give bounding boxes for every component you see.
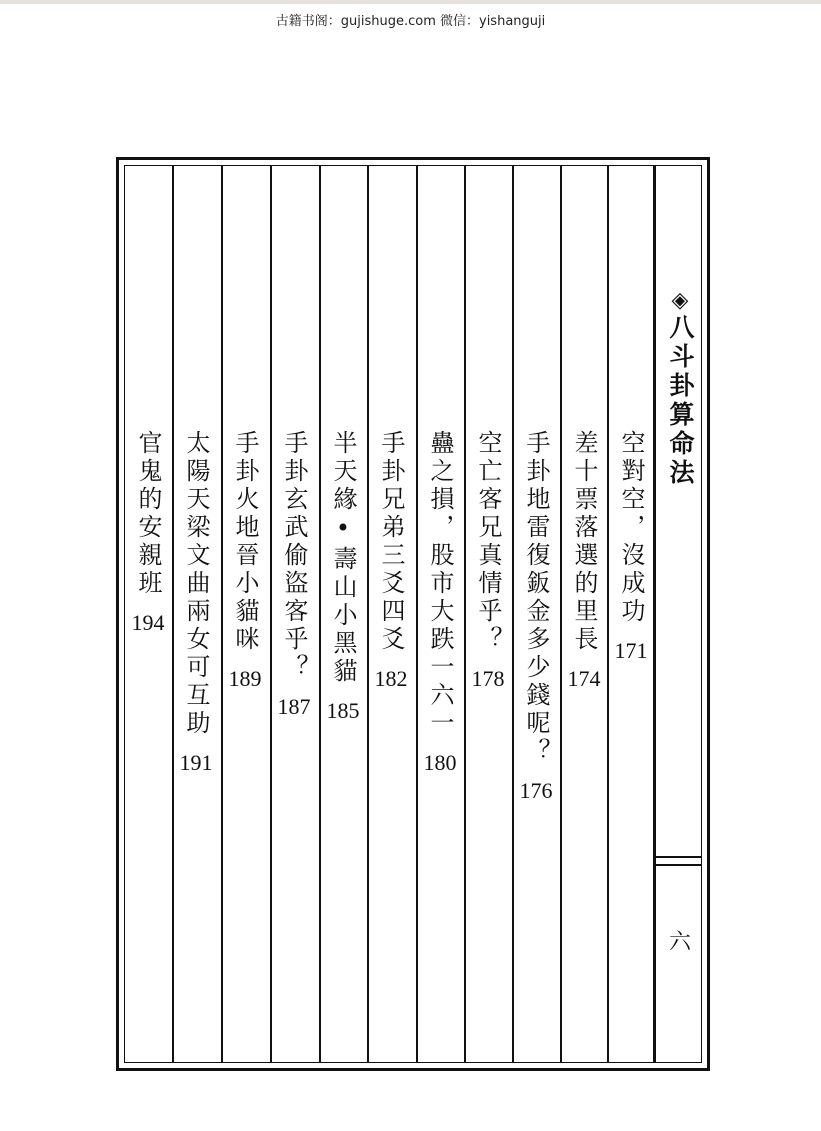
toc-entry bbox=[607, 430, 655, 662]
toc-entry bbox=[367, 430, 415, 690]
page-number: 六 bbox=[668, 930, 691, 955]
running-header bbox=[660, 290, 700, 488]
toc-entry bbox=[464, 430, 512, 690]
entry-page: 174 bbox=[567, 666, 601, 691]
top-border bbox=[0, 0, 821, 4]
watermark: 古籍书阁：gujishuge.com 微信：yishanguji bbox=[275, 14, 546, 29]
entry-page: 180 bbox=[423, 750, 457, 775]
toc-entry bbox=[512, 430, 560, 802]
entry-title: 手卦火地晉小貓咪 bbox=[231, 430, 259, 654]
entry-page: 194 bbox=[131, 610, 165, 635]
toc-entry bbox=[416, 430, 464, 774]
entry-page: 176 bbox=[519, 778, 553, 803]
toc-entry bbox=[560, 430, 608, 690]
entry-title: 空亡客兄真情乎？ bbox=[474, 430, 502, 654]
toc-entry bbox=[221, 430, 269, 690]
toc-entry bbox=[124, 430, 172, 634]
entry-page: 189 bbox=[228, 666, 262, 691]
entry-title: 官鬼的安親班 bbox=[134, 430, 162, 598]
entry-page: 182 bbox=[374, 666, 408, 691]
header-separator-line bbox=[655, 864, 701, 866]
entry-title: 蠱之損，股市大跌一六一 bbox=[426, 430, 454, 738]
entry-page: 178 bbox=[471, 666, 505, 691]
toc-entry bbox=[270, 430, 318, 718]
entry-title: 半天緣•壽山小黑貓 bbox=[329, 430, 357, 686]
toc-entry bbox=[172, 430, 220, 774]
diamond-icon: ◈ bbox=[671, 288, 689, 313]
entry-page: 187 bbox=[277, 694, 311, 719]
header-separator-line bbox=[655, 856, 701, 858]
book-title: 八斗卦算命法 bbox=[666, 314, 695, 488]
entry-title: 手卦玄武偷盜客乎？ bbox=[280, 430, 308, 682]
entry-page: 185 bbox=[326, 698, 360, 723]
entry-title: 手卦地雷復鈑金多少錢呢？ bbox=[522, 430, 550, 766]
entry-title: 空對空，沒成功 bbox=[617, 430, 645, 626]
toc-entry bbox=[319, 430, 367, 722]
entry-title: 太陽天梁文曲兩女可互助 bbox=[182, 430, 210, 738]
entry-page: 171 bbox=[614, 638, 648, 663]
entry-title: 手卦兄弟三爻四爻 bbox=[377, 430, 405, 654]
entry-title: 差十票落選的里長 bbox=[570, 430, 598, 654]
entry-page: 191 bbox=[179, 750, 213, 775]
